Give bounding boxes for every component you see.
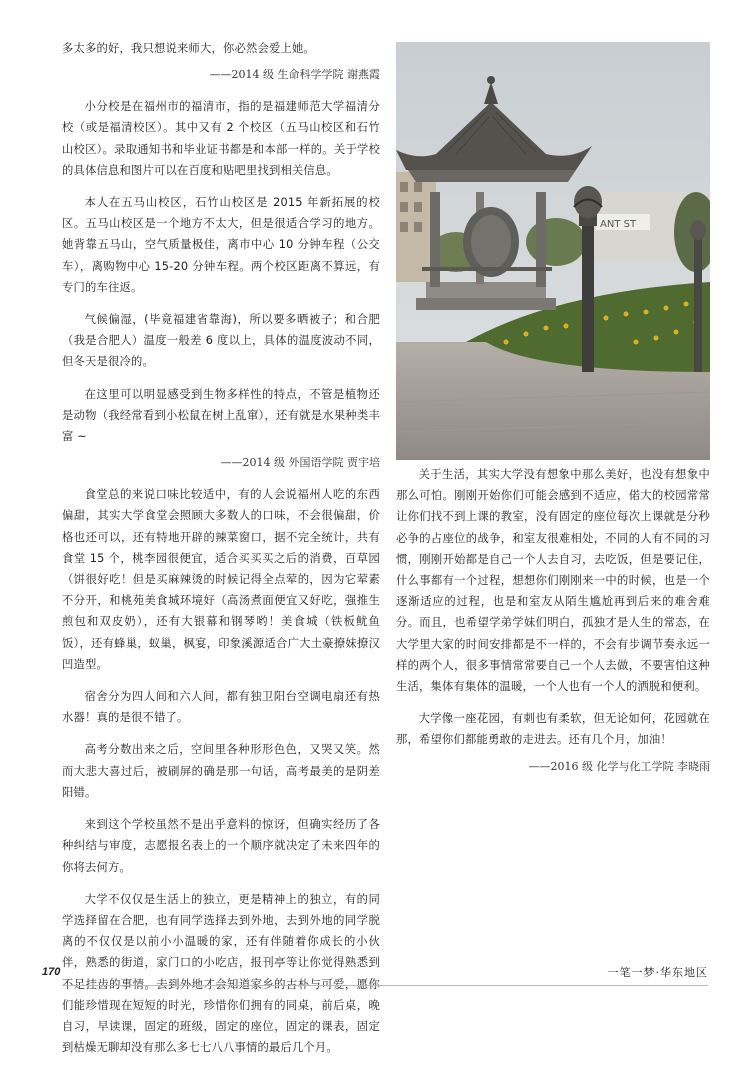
footer-divider	[62, 985, 708, 986]
paragraph: 高考分数出来之后，空间里各种形形色色，又哭又笑。然而大悲大喜过后，被刷屏的确是那一句话，高考最美的是阴差阳错。	[62, 743, 380, 799]
building-sign: ANT ST	[600, 219, 637, 230]
paragraph: 气候偏湿，(毕竟福建省靠海)，所以要多晒被子；和合肥（我是合肥人）温度一般差 6 度以上，具体的温度波动不同，但冬天是很冷的。	[62, 313, 380, 369]
author-signature: ——2014 级 生命科学学院 谢燕霞	[209, 68, 380, 82]
footer-title: 一笔一梦·华东地区	[607, 966, 708, 979]
paragraph: 大学不仅仅是生活上的独立，更是精神上的独立，有的同学选择留在合肥，也有同学选择去到外地，去到外地的同学脱离的不仅仅是以前小小温暖的家，还有伴随着你成长的小伙伴，熟悉的街道，家门口的小吃店，报刊亭等让你觉得熟悉到 们能珍惜现在短短的时光，珍惜你们拥有的同桌，前后桌，晚自习，早读课，固定的班级，固定的座位，固定的课表，固定到枯燥无聊却没有那么多七七八八事情的最后几个月。	[62, 892, 380, 1055]
paragraph: 大学像一座花园，有刺也有柔软，但无论如何，花园就在那，希望你们都能勇敢的走进去。还有几个月，加油！	[396, 712, 710, 747]
paragraph: 小分校是在福州市的福清市，指的是福建师范大学福清分校（或是福清校区）。其中又有 2 个校区（五马山校区和石竹山校区）。录取通知书和毕业证书都是和本部一样的。关于学校的具体信息和图片可以在百度和贴吧里找到相关信息。	[62, 100, 380, 177]
right-column	[396, 464, 710, 788]
paragraph: 在这里可以明显感受到生物多样性的特点，不管是植物还是动物（我经常看到小松鼠在树上乱窜），还有就是水果种类丰富 ~	[62, 387, 380, 444]
paragraph: 多太多的好，我只想说来师大，你必然会爱上她。	[62, 42, 315, 55]
pavilion-illustration	[396, 42, 710, 460]
page-number: 170	[42, 966, 61, 978]
paragraph: 宿舍分为四人间和六人间，都有独卫阳台空调电扇还有热水器！真的是很不错了。	[62, 690, 380, 725]
left-column	[62, 38, 380, 1069]
paragraph: 关于生活，其实大学没有想象中那么美好，也没有想象中那么可怕。刚刚开始你们可能会感到不适应，偌大的校园常常让你们找不到上课的教室，没有固定的座位每次上课就是分秒必争的占座位的战争，和室友很难相处，不同的人有不同的习惯，刚刚开始都是自己一个人去自习，去吃饭，但是要记住，什么事都有一个过程，想想你们刚刚来一中的时候，也是一个逐渐适应的过程，也是和室友从陌生尴尬再到后来的难舍难分。而且，也希望学弟学妹们明白，孤独才是人生的常态，在大学里大家的时间安排都是不一样的，不会有步调节奏永远一样的两个人，很多事情常常要自己一个人去做，不要害怕这种生活，集体有集体的温暖，一个人也有一个人的洒脱和便利。	[396, 468, 710, 694]
paragraph: 本人在五马山校区，石竹山校区是 2015 年新拓展的校区。五马山校区是一个地方不太大，但是很适合学习的地方。她背靠五马山，空气质量极佳，离市中心 10 分钟车程（公交车），离购物中心 15-20 分钟车程。两个校区距离不算远，有专门的车往返。	[62, 196, 380, 294]
paragraph: 来到这个学校虽然不是出乎意料的惊讶，但确实经历了各种纠结与审度，志愿报名表上的一个顺序就决定了未来四年的你将去何方。	[62, 818, 380, 874]
campus-pavilion-photo	[396, 42, 710, 460]
paragraph: 食堂总的来说口味比较适中，有的人会说福州人吃的东西偏甜，其实大学食堂会照顾大多数人的口味，不会很偏甜，价格也还可以，还有特地开辟的辣菜窗口，据不完全统计，共有食堂 15 个，桃李园很便宜，适合买买买之后的消费，百草园（饼很好吃！但是买麻辣烫的时候记得全点荤的，因为它荤素不分开，和桃苑美食城环境好（高汤煮面便宜又好吃，强推生煎包和双皮奶），还有大银幕和钢琴哟！美食城（铁板鱿鱼饭），还有蜂巢，蚁巢，枫宴，印象溪源适合广大土豪撩妹撩汉凹造型。	[62, 488, 380, 671]
author-signature: ——2016 级 化学与化工学院 李晓雨	[528, 759, 710, 773]
author-signature: ——2014 级 外国语学院 贾宇培	[220, 456, 380, 470]
